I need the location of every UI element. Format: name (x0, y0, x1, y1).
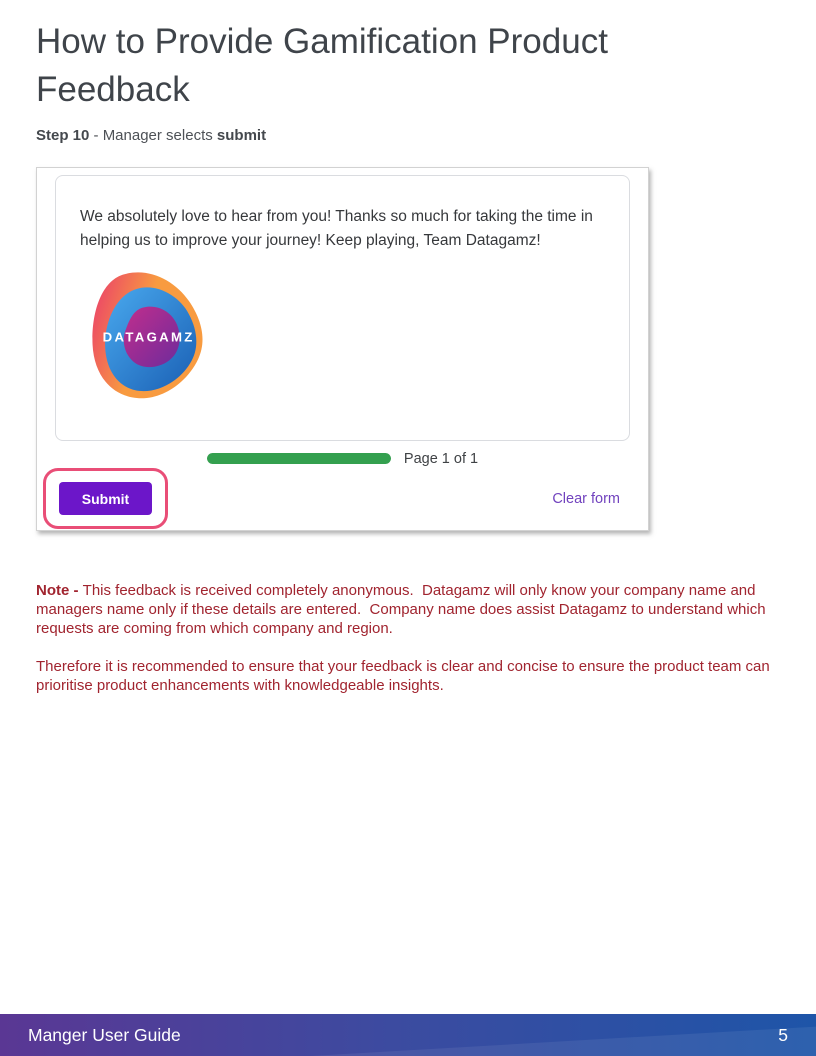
note-paragraph-1 (36, 581, 782, 638)
step-number: Step 10 (36, 127, 90, 144)
step-text: - Manager selects (89, 127, 217, 144)
page-title: How to Provide Gamification Product Feedback (36, 22, 608, 109)
datagamz-logo (82, 265, 605, 416)
footer-document-title: Manger User Guide (28, 1024, 181, 1045)
confirmation-card (55, 175, 630, 441)
note-paragraph-2: Therefore it is recommended to ensure that your feedback is clear and concise to ensure the product team can prioritise product enhancements with knowledgeable insights. (36, 658, 774, 694)
step-caption (36, 127, 780, 144)
step-emphasis: submit (216, 127, 267, 144)
clear-form-link[interactable]: Clear form (552, 490, 620, 507)
progress-bar (207, 453, 391, 464)
submit-highlight-annotation (43, 468, 168, 529)
form-screenshot (36, 167, 649, 531)
note-section (36, 581, 782, 695)
progress-row (55, 450, 630, 467)
note-label: Note - (36, 582, 83, 599)
submit-button[interactable]: Submit (59, 482, 152, 515)
page-indicator: Page 1 of 1 (403, 450, 479, 467)
form-actions (55, 468, 630, 529)
footer-page-number: 5 (778, 1024, 788, 1045)
datagamz-logo-icon (82, 265, 214, 411)
logo-wordmark: DATAGAMZ (102, 329, 195, 345)
footer-bar (0, 1014, 816, 1056)
progress-fill (207, 453, 391, 464)
note-text-1: This feedback is received completely anonymous. Datagamz will only know your company name and managers name only if these details are entered. Company name does assist Datagamz to understand which requests are coming from which company and region. (36, 582, 770, 637)
thank-you-message: We absolutely love to hear from you! Thanks so much for taking the time in helping us to improve your journey! Keep playing, Team Datagamz! (80, 208, 598, 249)
